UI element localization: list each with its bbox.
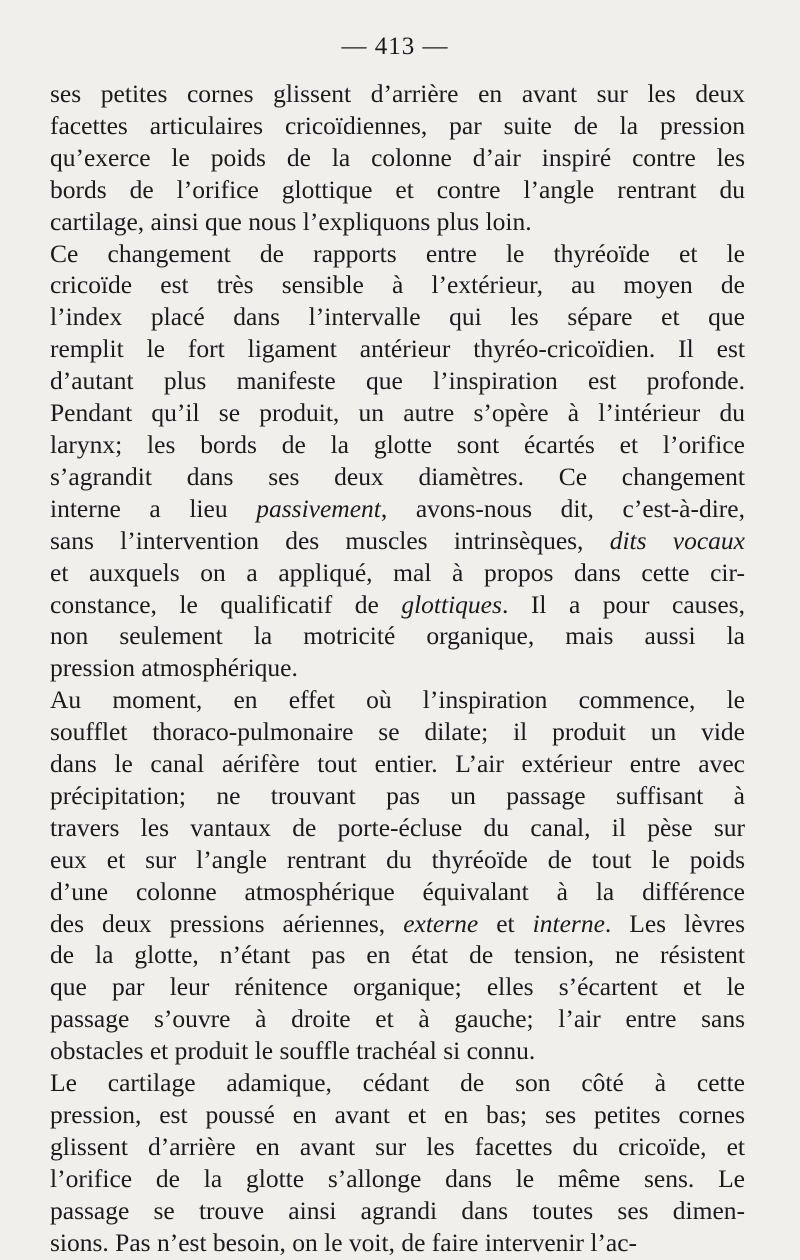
text-line xyxy=(50,748,745,780)
italic-term: glottiques xyxy=(401,589,502,619)
text-line xyxy=(50,174,745,206)
text-run: remplit le fort ligament antérieur thyréo-cricoïdien. Il est xyxy=(50,334,745,364)
text-run: qu’exerce le poids de la colonne d’air inspiré contre les xyxy=(50,142,745,172)
text-run: bords de l’orifice glottique et contre l’angle rentrant du xyxy=(50,174,745,204)
text-run: eux et sur l’angle rentrant du thyréoïde de tout le poids xyxy=(50,844,745,874)
italic-term: interne xyxy=(532,908,605,938)
text-run: obstacles et produit le souffle trachéal si connu. xyxy=(50,1036,536,1066)
text-line xyxy=(50,1035,745,1067)
text-line xyxy=(50,557,745,589)
text-run: sans l’intervention des muscles intrinsèques, xyxy=(50,525,610,555)
text-line xyxy=(50,238,745,270)
text-line xyxy=(50,269,745,301)
text-line xyxy=(50,301,745,333)
text-run: glissent d’arrière en avant sur les facettes du cricoïde, et xyxy=(50,1131,745,1161)
text-run: que par leur rénitence organique; elles s’écartent et le xyxy=(50,972,745,1002)
text-line xyxy=(50,206,745,238)
text-line xyxy=(50,493,745,525)
text-line xyxy=(50,365,745,397)
text-line xyxy=(50,684,745,716)
text-run: sions. Pas n’est besoin, on le voit, de faire intervenir l’ac- xyxy=(50,1227,638,1257)
text-line xyxy=(50,429,745,461)
text-run: précipitation; ne trouvant pas un passage suffisant à xyxy=(50,780,745,810)
text-run: et xyxy=(478,908,533,938)
text-line xyxy=(50,589,745,621)
text-line xyxy=(50,876,745,908)
text-line xyxy=(50,971,745,1003)
text-run: constance, le qualificatif de xyxy=(50,589,402,619)
text-line xyxy=(50,1131,745,1163)
text-run: l’index placé dans l’intervalle qui les sépare et que xyxy=(50,302,745,332)
text-run: Ce changement de rapports entre le thyréoïde et le xyxy=(50,238,745,268)
page-number: — 413 — xyxy=(341,33,449,60)
body-text xyxy=(50,78,745,1259)
text-run: et auxquels on a appliqué, mal à propos dans cette cir- xyxy=(50,557,745,587)
text-run: , avons-nous dit, c’est-à-dire, xyxy=(380,493,745,523)
text-run: Le cartilage adamique, cédant de son côté à cette xyxy=(50,1068,745,1098)
text-line xyxy=(50,1003,745,1035)
text-run: des deux pressions aériennes, xyxy=(50,908,404,938)
text-run: s’agrandit dans ses deux diamètres. Ce changement xyxy=(50,461,745,491)
text-line xyxy=(50,1195,745,1227)
text-line xyxy=(50,780,745,812)
text-run: interne a lieu xyxy=(50,493,257,523)
text-run: pression, est poussé en avant et en bas; ses petites cornes xyxy=(50,1100,745,1129)
text-line xyxy=(50,142,745,174)
italic-term: passivement xyxy=(256,493,381,523)
text-run: facettes articulaires cricoïdiennes, par suite de la pression xyxy=(50,110,745,140)
text-line xyxy=(50,844,745,876)
text-line xyxy=(50,1099,745,1131)
text-line xyxy=(50,620,745,652)
text-run: de la glotte, n’étant pas en état de tension, ne résistent xyxy=(50,940,745,970)
text-line xyxy=(50,1067,745,1099)
text-run: . Il a pour causes, xyxy=(501,589,745,619)
text-line xyxy=(50,397,745,429)
text-run: . Les lèvres xyxy=(604,908,745,938)
text-run: larynx; les bords de la glotte sont écartés et l’orifice xyxy=(50,429,745,459)
text-run: Au moment, en effet où l’inspiration commence, le xyxy=(50,685,745,715)
text-run: l’orifice de la glotte s’allonge dans le même sens. Le xyxy=(50,1163,745,1193)
text-line xyxy=(50,110,745,142)
text-line xyxy=(50,78,745,110)
text-run: passage s’ouvre à droite et à gauche; l’air entre sans xyxy=(50,1004,745,1034)
text-run: soufflet thoraco-pulmonaire se dilate; il produit un vide xyxy=(50,717,745,747)
text-line xyxy=(50,525,745,557)
text-line xyxy=(50,1227,745,1259)
text-line xyxy=(50,908,745,940)
text-line xyxy=(50,333,745,365)
text-run: pression atmosphérique. xyxy=(50,653,298,683)
text-run: dans le canal aérifère tout entier. L’air extérieur entre avec xyxy=(50,749,745,779)
italic-term: dits vocaux xyxy=(609,525,745,555)
text-run: d’une colonne atmosphérique équivalant à la différence xyxy=(50,876,745,906)
text-run: d’autant plus manifeste que l’inspiration est profonde. xyxy=(50,366,745,396)
text-run: non seulement la motricité organique, mais aussi la xyxy=(50,621,745,651)
text-run: Pendant qu’il se produit, un autre s’opère à l’intérieur du xyxy=(50,398,745,428)
text-run: cartilage, ainsi que nous l’expliquons plus loin. xyxy=(50,206,532,236)
text-run: cricoïde est très sensible à l’extérieur, au moyen de xyxy=(50,270,745,300)
text-line xyxy=(50,1163,745,1195)
text-line xyxy=(50,812,745,844)
text-line xyxy=(50,716,745,748)
text-run: passage se trouve ainsi agrandi dans toutes ses dimen- xyxy=(50,1195,745,1225)
text-line xyxy=(50,461,745,493)
text-line xyxy=(50,939,745,971)
text-run: travers les vantaux de porte-écluse du canal, il pèse sur xyxy=(50,812,745,842)
italic-term: externe xyxy=(403,908,479,938)
text-line xyxy=(50,652,745,684)
text-run: ses petites cornes glissent d’arrière en avant sur les deux xyxy=(50,79,745,108)
